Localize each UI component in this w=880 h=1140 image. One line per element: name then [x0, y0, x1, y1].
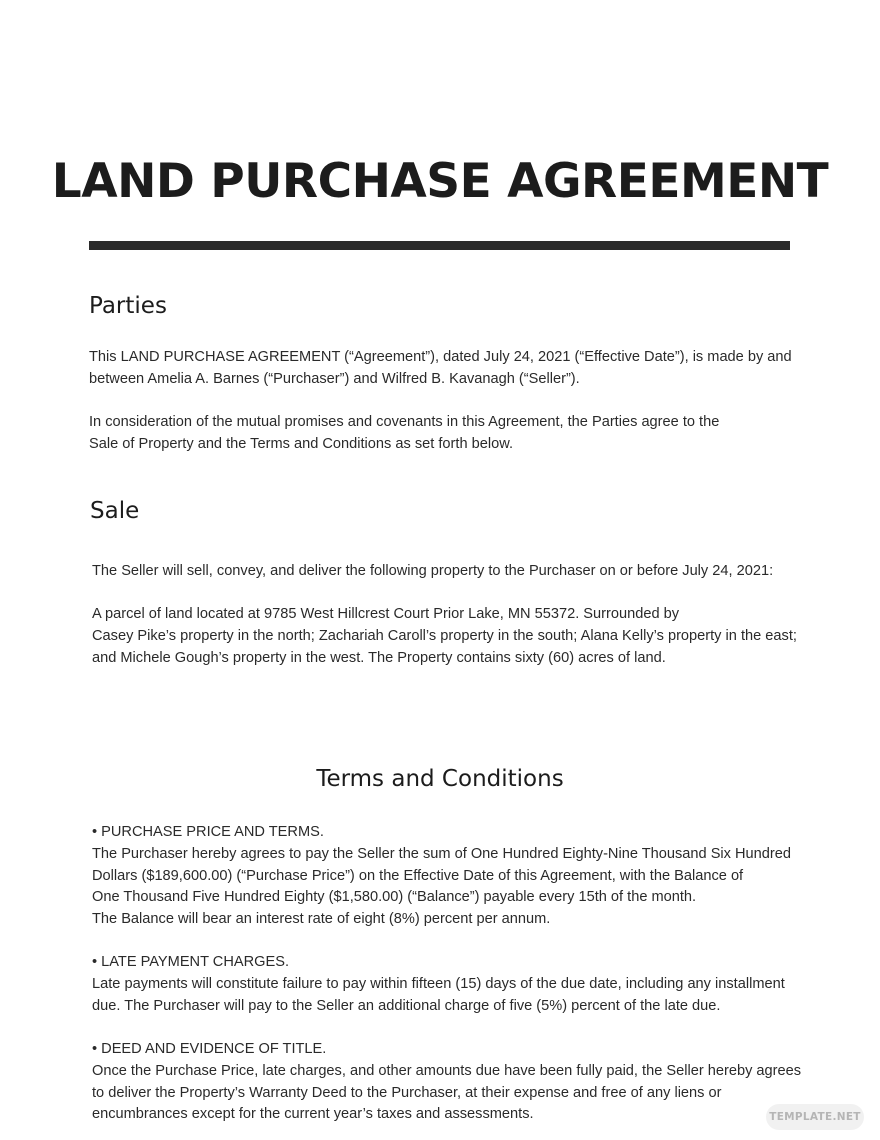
- text-line: Casey Pike’s property in the north; Zachariah Caroll’s property in the south; Alana Kelly’s property in the east;: [92, 627, 797, 644]
- text-line: One Thousand Five Hundred Eighty ($1,580.00) (“Balance”) payable every 15th of the month.: [92, 889, 697, 906]
- text-line: Sale of Property and the Terms and Conditions as set forth below.: [89, 435, 514, 452]
- text-line: due. The Purchaser will pay to the Seller an additional charge of five (5%) percent of the late due.: [92, 997, 721, 1014]
- text-line: • LATE PAYMENT CHARGES.: [92, 954, 290, 970]
- text-line: to deliver the Property’s Warranty Deed to the Purchaser, at their expense and free of any liens or: [92, 1084, 722, 1101]
- text-line: The Balance will bear an interest rate of eight (8%) percent per annum.: [92, 911, 551, 928]
- sale-paragraph-1: [92, 561, 773, 583]
- text-line: In consideration of the mutual promises and covenants in this Agreement, the Parties agree to the: [89, 414, 720, 430]
- parties-paragraph-2: [89, 412, 719, 456]
- text-line: and Michele Gough’s property in the west. The Property contains sixty (60) acres of land.: [92, 649, 666, 666]
- title-divider: [89, 241, 790, 250]
- parties-heading: Parties: [89, 293, 167, 319]
- deed-clause: [92, 1039, 801, 1126]
- text-line: Once the Purchase Price, late charges, and other amounts due have been fully paid, the Seller hereby agrees: [92, 1062, 802, 1079]
- text-line: • PURCHASE PRICE AND TERMS.: [92, 824, 324, 840]
- sale-paragraph-2: [92, 604, 797, 669]
- text-line: This LAND PURCHASE AGREEMENT (“Agreement”), dated July 24, 2021 (“Effective Date”), is made by and: [89, 349, 792, 365]
- sale-heading: Sale: [90, 498, 140, 524]
- text-line: Dollars ($189,600.00) (“Purchase Price”) on the Effective Date of this Agreement, with the Balance of: [92, 867, 744, 884]
- text-line: The Seller will sell, convey, and deliver the following property to the Purchaser on or before July 24, 2021:: [92, 563, 774, 579]
- late-payment-clause: [92, 952, 785, 1017]
- text-line: The Purchaser hereby agrees to pay the Seller the sum of One Hundred Eighty-Nine Thousand Six Hundred: [92, 845, 792, 862]
- template-net-watermark: TEMPLATE.NET: [766, 1104, 864, 1130]
- document-title: LAND PURCHASE AGREEMENT: [51, 154, 829, 209]
- text-line: A parcel of land located at 9785 West Hillcrest Court Prior Lake, MN 55372. Surrounded by: [92, 606, 680, 622]
- text-line: encumbrances except for the current year’s taxes and assessments.: [92, 1106, 534, 1123]
- text-line: • DEED AND EVIDENCE OF TITLE.: [92, 1041, 327, 1057]
- text-line: Late payments will constitute failure to pay within fifteen (15) days of the due date, including any installment: [92, 975, 785, 992]
- text-line: between Amelia A. Barnes (“Purchaser”) and Wilfred B. Kavanagh (“Seller”).: [89, 370, 580, 387]
- purchase-price-clause: [92, 822, 791, 931]
- parties-paragraph-1: [89, 347, 792, 391]
- terms-heading: Terms and Conditions: [316, 766, 564, 792]
